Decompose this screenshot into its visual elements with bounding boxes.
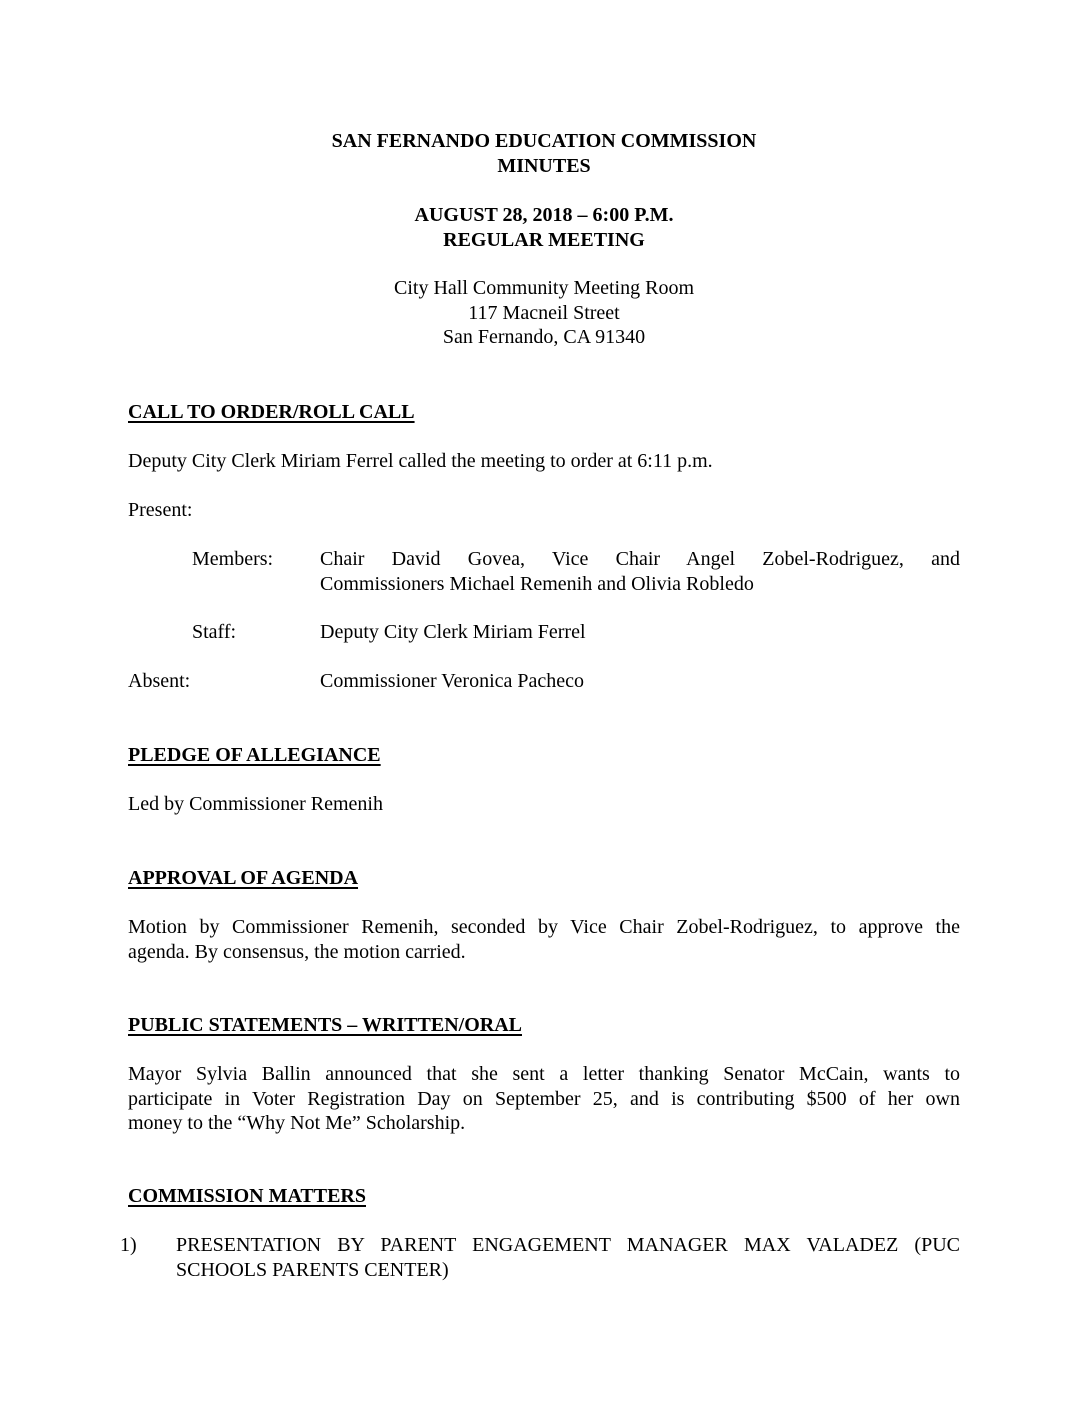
agenda-line-2: agenda. By consensus, the motion carried. (128, 940, 466, 963)
agenda-item-line-2: SCHOOLS PARENTS CENTER) (176, 1258, 449, 1281)
members-line-2: Commissioners Michael Remenih and Olivia Robledo (320, 572, 754, 595)
document-subtitle: MINUTES (497, 154, 591, 177)
location-room: City Hall Community Meeting Room (394, 277, 694, 299)
members-value (320, 547, 960, 596)
commission-title: SAN FERNANDO EDUCATION COMMISSION (331, 130, 757, 152)
public-statements-text (128, 1062, 960, 1136)
public-statements-line-2: participate in Voter Registration Day on September 25, and is contributing $500 of her own (128, 1087, 960, 1110)
meeting-type: REGULAR MEETING (443, 228, 645, 251)
present-label: Present: (128, 499, 193, 521)
pledge-text: Led by Commissioner Remenih (128, 793, 383, 815)
staff-value: Deputy City Clerk Miriam Ferrel (320, 621, 586, 643)
agenda-item-title (176, 1233, 960, 1282)
absent-value: Commissioner Veronica Pacheco (320, 670, 585, 692)
section-heading-public-statements: PUBLIC STATEMENTS – WRITTEN/ORAL (128, 1014, 522, 1036)
meeting-date-time: AUGUST 28, 2018 – 6:00 P.M. (414, 204, 674, 226)
agenda-item-line-1: PRESENTATION BY PARENT ENGAGEMENT MANAGER MAX VALADEZ (PUC (176, 1234, 960, 1256)
agenda-text (128, 915, 960, 964)
document-header (0, 129, 1088, 178)
location-street: 117 Macneil Street (468, 301, 620, 324)
meeting-info (0, 203, 1088, 252)
location-city: San Fernando, CA 91340 (442, 326, 646, 348)
public-statements-line-1: Mayor Sylvia Ballin announced that she sent a letter thanking Senator McCain, wants to (128, 1063, 960, 1085)
section-heading-commission-matters: COMMISSION MATTERS (128, 1185, 366, 1207)
absent-label: Absent: (128, 670, 191, 692)
members-label: Members: (192, 548, 274, 570)
section-heading-pledge: PLEDGE OF ALLEGIANCE (128, 744, 381, 766)
section-heading-approval-of-agenda: APPROVAL OF AGENDA (128, 867, 359, 889)
call-to-order-text: Deputy City Clerk Miriam Ferrel called the meeting to order at 6:11 p.m. (128, 450, 713, 472)
agenda-line-1: Motion by Commissioner Remenih, seconded by Vice Chair Zobel-Rodriguez, to approve the (128, 916, 960, 938)
members-line-1: Chair David Govea, Vice Chair Angel Zobel-Rodriguez, and (320, 548, 960, 570)
public-statements-line-3: money to the “Why Not Me” Scholarship. (128, 1112, 466, 1134)
agenda-item-number: 1) (120, 1234, 137, 1256)
staff-label: Staff: (192, 621, 237, 643)
section-heading-call-to-order: CALL TO ORDER/ROLL CALL (128, 401, 415, 423)
meeting-location (0, 276, 1088, 350)
